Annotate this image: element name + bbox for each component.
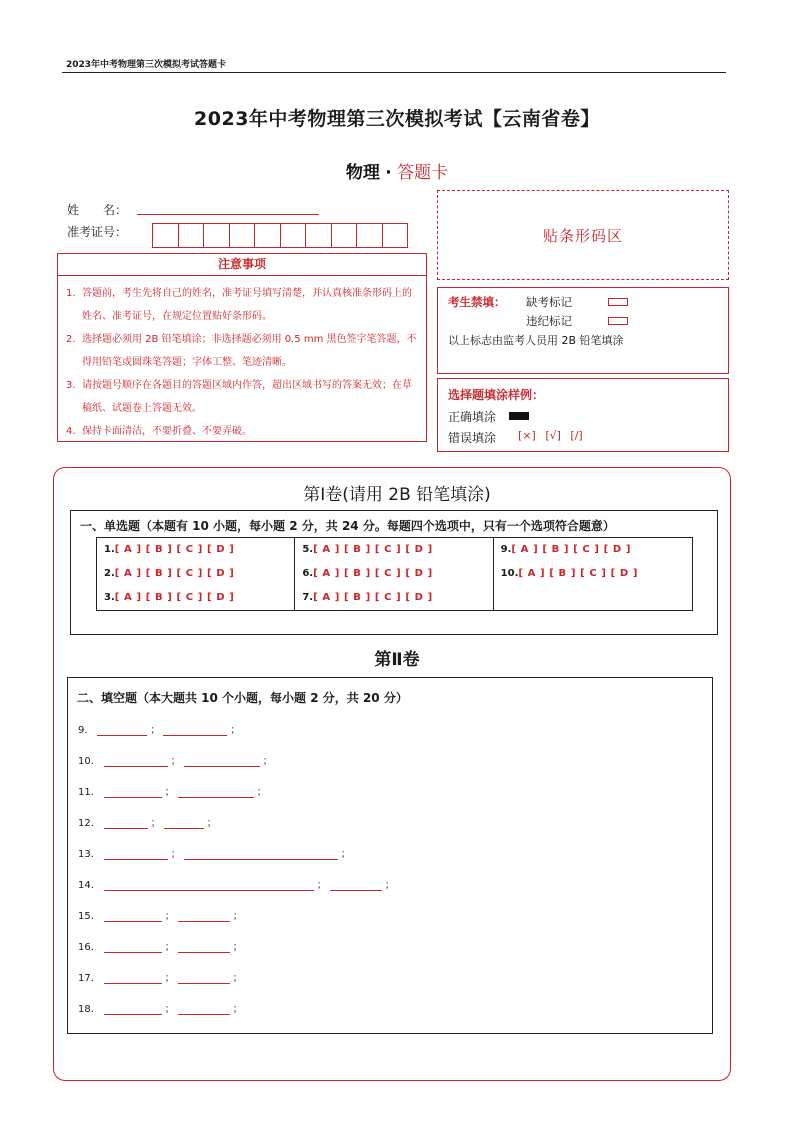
name-label: 姓 名： xyxy=(67,203,128,217)
card-label: 答题卡 xyxy=(397,163,449,183)
ban-note: 以上标志由监考人员用 2B 铅笔填涂 xyxy=(448,334,624,347)
mc-question[interactable]: 7.[ A ] [ B ] [ C ] [ D ] xyxy=(302,592,433,603)
answer-blank[interactable] xyxy=(184,859,338,860)
id-digit-box[interactable] xyxy=(254,223,281,248)
ban-label: 考生禁填： xyxy=(448,295,506,309)
answer-blank[interactable] xyxy=(104,952,162,953)
fill-question: 9． ； ； xyxy=(78,725,241,736)
wrong-fill-samples xyxy=(518,429,583,442)
fill-question: 15． ； ； xyxy=(78,911,243,922)
subtitle-dot: · xyxy=(385,163,392,183)
answer-blank[interactable] xyxy=(178,983,230,984)
fill-question: 10． ； ； xyxy=(78,756,273,767)
running-header: 2023年中考物理第三次模拟考试答题卡 xyxy=(66,60,227,70)
fill-section-title: 二、填空题（本大题共 10 个小题，每小题 2 分，共 20 分） xyxy=(77,691,408,705)
fill-question: 13． ； ； xyxy=(78,849,351,860)
answer-blank[interactable] xyxy=(104,766,168,767)
answer-blank[interactable] xyxy=(104,1014,162,1015)
absent-label: 缺考标记 xyxy=(526,295,572,309)
mc-column xyxy=(295,538,493,610)
answer-blank[interactable] xyxy=(178,1014,230,1015)
mc-answer-grid xyxy=(96,537,693,611)
header-rule xyxy=(62,72,726,73)
wrong-mark-x: [×] xyxy=(518,429,536,442)
notice-list xyxy=(58,276,426,443)
fill-question: 16． ； ； xyxy=(78,942,243,953)
mc-column xyxy=(97,538,295,610)
id-number-boxes[interactable] xyxy=(152,223,407,248)
id-digit-box[interactable] xyxy=(356,223,383,248)
correct-fill-label: 正确填涂 xyxy=(448,410,497,424)
notice-box xyxy=(57,253,427,442)
answer-blank[interactable] xyxy=(104,859,168,860)
sample-title: 选择题填涂样例： xyxy=(448,388,545,402)
part1-title: 第Ⅰ卷(请用 2B 铅笔填涂) xyxy=(303,485,491,505)
absent-mark-box[interactable] xyxy=(608,298,628,306)
id-digit-box[interactable] xyxy=(178,223,205,248)
page-subtitle xyxy=(0,158,794,183)
wrong-fill-label: 错误填涂 xyxy=(448,431,497,445)
notice-item: 2. 选择题必须用 2B 铅笔填涂；非选择题必须用 0.5 mm 黑色签字笔答题，不得用铅笔或圆珠笔答题；字体工整、笔迹清晰。 xyxy=(66,334,417,368)
id-digit-box[interactable] xyxy=(382,223,409,248)
answer-blank[interactable] xyxy=(178,952,230,953)
answer-blank[interactable] xyxy=(104,983,162,984)
subject-label: 物理 xyxy=(345,163,380,183)
mc-question[interactable]: 10.[ A ] [ B ] [ C ] [ D ] xyxy=(500,568,639,579)
mc-question[interactable]: 2.[ A ] [ B ] [ C ] [ D ] xyxy=(104,568,235,579)
mc-question[interactable]: 9.[ A ] [ B ] [ C ] [ D ] xyxy=(500,544,632,555)
mc-section-title: 一、单选题（本题有 10 小题，每小题 2 分，共 24 分。每题四个选项中，只有一个选项符合题意） xyxy=(80,519,615,533)
id-label: 准考证号： xyxy=(67,225,128,239)
answer-blank[interactable] xyxy=(104,797,162,798)
answer-blank[interactable] xyxy=(104,921,162,922)
id-digit-box[interactable] xyxy=(152,223,179,248)
answer-blank[interactable] xyxy=(178,921,230,922)
id-digit-box[interactable] xyxy=(280,223,307,248)
answer-blank[interactable] xyxy=(104,890,314,891)
notice-title: 注意事项 xyxy=(58,254,426,276)
fill-question: 11． ； ； xyxy=(78,787,267,798)
mc-question[interactable]: 5.[ A ] [ B ] [ C ] [ D ] xyxy=(302,544,433,555)
fill-sample-box xyxy=(437,378,729,452)
id-digit-box[interactable] xyxy=(305,223,332,248)
notice-item: 1. 答题前，考生先将自己的姓名，准考证号填写清楚，并认真核准条形码上的姓名、准考证号，在规定位置贴好条形码。 xyxy=(66,288,412,322)
wrong-mark-check: [√] xyxy=(545,429,561,442)
answer-blank[interactable] xyxy=(184,766,260,767)
violation-label: 违纪标记 xyxy=(526,314,572,328)
answer-blank[interactable] xyxy=(104,828,148,829)
fill-question: 17． ； ； xyxy=(78,973,243,984)
id-digit-box[interactable] xyxy=(331,223,358,248)
examiner-only-box xyxy=(437,287,729,374)
mc-question[interactable]: 6.[ A ] [ B ] [ C ] [ D ] xyxy=(302,568,433,579)
name-field[interactable] xyxy=(137,214,319,215)
fill-question: 14． ； ； xyxy=(78,880,395,891)
notice-item: 4. 保持卡面清洁，不要折叠、不要弄破。 xyxy=(66,426,252,437)
notice-item: 3. 请按题号顺序在各题目的答题区域内作答，超出区域书写的答案无效；在草稿纸、试题卷上答题无效。 xyxy=(66,380,412,414)
wrong-mark-slash: [/] xyxy=(570,429,583,442)
answer-blank[interactable] xyxy=(97,735,147,736)
part2-title: 第Ⅱ卷 xyxy=(374,650,420,670)
barcode-area xyxy=(437,190,729,280)
mc-column xyxy=(494,538,692,610)
page-title: 2023年中考物理第三次模拟考试【云南省卷】 xyxy=(194,108,600,130)
id-digit-box[interactable] xyxy=(203,223,230,248)
fill-question: 18． ； ； xyxy=(78,1004,243,1015)
correct-fill-sample xyxy=(509,412,529,420)
mc-question[interactable]: 3.[ A ] [ B ] [ C ] [ D ] xyxy=(104,592,235,603)
answer-blank[interactable] xyxy=(163,735,227,736)
answer-blank[interactable] xyxy=(330,890,382,891)
answer-blank[interactable] xyxy=(164,828,204,829)
mc-question[interactable]: 1.[ A ] [ B ] [ C ] [ D ] xyxy=(104,544,235,555)
barcode-label: 贴条形码区 xyxy=(542,226,623,245)
answer-blank[interactable] xyxy=(178,797,254,798)
fill-question: 12． ； ； xyxy=(78,818,217,829)
violation-mark-box[interactable] xyxy=(608,317,628,325)
id-digit-box[interactable] xyxy=(229,223,256,248)
